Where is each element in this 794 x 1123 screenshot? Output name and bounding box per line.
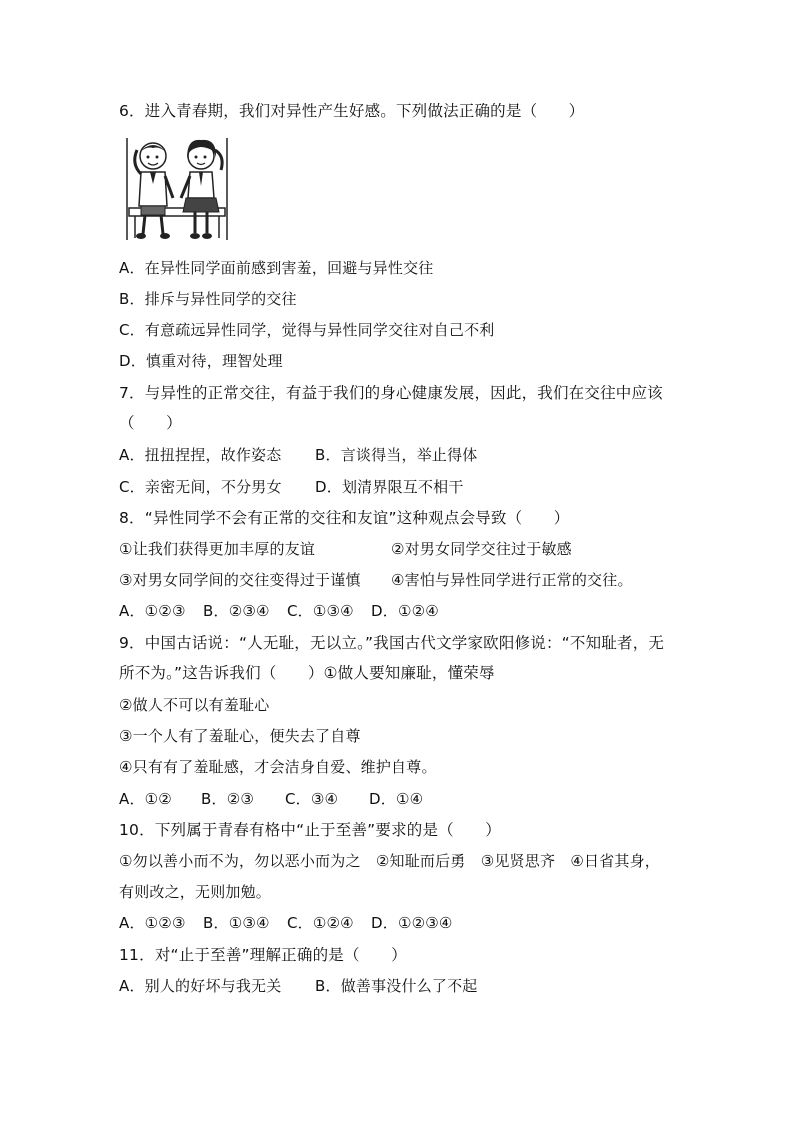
q6-option-c: C．有意疏远异性同学，觉得与异性同学交往对自己不利	[119, 321, 495, 339]
q7-option-b: B．言谈得当，举止得体	[315, 446, 478, 464]
q6-stem: 6．进入青春期，我们对异性产生好感。下列做法正确的是（ ）	[119, 102, 585, 120]
q8-options	[119, 601, 439, 621]
q7-options-row1	[119, 445, 478, 465]
q9-item-3: ③一个人有了羞耻心，便失去了自尊	[119, 727, 361, 745]
q10-option-d: D．①②③④	[371, 914, 453, 932]
q6-option-b: B．排斥与异性同学的交往	[119, 290, 297, 308]
q9-item-2: ②做人不可以有羞耻心	[119, 696, 270, 714]
q8-item-3: ③对男女同学间的交往变得过于谨慎	[119, 571, 361, 589]
q8-item-1: ①让我们获得更加丰厚的友谊	[119, 540, 316, 558]
q7-option-c: C．亲密无间，不分男女	[119, 478, 282, 496]
q9-stem-line1: 9．中国古话说：“人无耻，无以立。”我国古代文学家欧阳修说：“不知耻者，无	[119, 634, 665, 652]
q6-option-d: D．慎重对待，理智处理	[119, 352, 283, 370]
q8-items-row1	[119, 539, 572, 559]
q9-stem-line2: 所不为。”这告诉我们（ ）①做人要知廉耻，懂荣辱	[119, 664, 495, 682]
q9-options	[119, 789, 423, 809]
q10-items-line2: 有则改之，无则加勉。	[119, 883, 272, 901]
q9-option-b: B．②③	[201, 790, 254, 808]
q7-option-a: A．扭扭捏捏，故作姿态	[119, 446, 282, 464]
q9-item-4: ④只有有了羞耻感，才会洁身自爱、维护自尊。	[119, 758, 437, 776]
q7-option-d: D．划清界限互不相干	[315, 478, 464, 496]
q10-option-c: C．①②④	[287, 914, 354, 932]
q7-options-row2	[119, 477, 464, 497]
q8-item-2: ②对男女同学交往过于敏感	[391, 540, 572, 558]
q8-option-d: D．①②④	[371, 602, 439, 620]
q10-option-a: A．①②③	[119, 914, 186, 932]
q11-option-a: A．别人的好坏与我无关	[119, 977, 282, 995]
q8-option-c: C．①③④	[287, 602, 354, 620]
q11-option-b: B．做善事没什么了不起	[315, 977, 478, 995]
boy-girl-illustration	[123, 136, 231, 244]
q10-items-line1: ①勿以善小而不为，勿以恶小而为之 ②知耻而后勇 ③见贤思齐 ④日省其身，	[119, 852, 660, 870]
q6-option-a: A．在异性同学面前感到害羞，回避与异性交往	[119, 259, 434, 277]
q9-option-d: D．①④	[369, 790, 424, 808]
q7-stem-line1: 7．与异性的正常交往，有益于我们的身心健康发展，因此，我们在交往中应该	[119, 384, 663, 402]
q10-options	[119, 913, 453, 933]
q9-option-c: C．③④	[285, 790, 339, 808]
q8-option-a: A．①②③	[119, 602, 186, 620]
q8-items-row2	[119, 570, 633, 590]
q7-stem-line2: （ ）	[119, 414, 182, 432]
q11-options-row1	[119, 976, 478, 996]
q10-stem: 10．下列属于青春有格中“止于至善”要求的是（ ）	[119, 821, 501, 839]
q8-stem: 8．“异性同学不会有正常的交往和友谊”这种观点会导致（ ）	[119, 509, 570, 527]
q10-option-b: B．①③④	[203, 914, 270, 932]
q8-item-4: ④害怕与异性同学进行正常的交往。	[391, 571, 633, 589]
q8-option-b: B．②③④	[203, 602, 270, 620]
q9-option-a: A．①②	[119, 790, 172, 808]
q11-stem: 11．对“止于至善”理解正确的是（ ）	[119, 946, 407, 964]
